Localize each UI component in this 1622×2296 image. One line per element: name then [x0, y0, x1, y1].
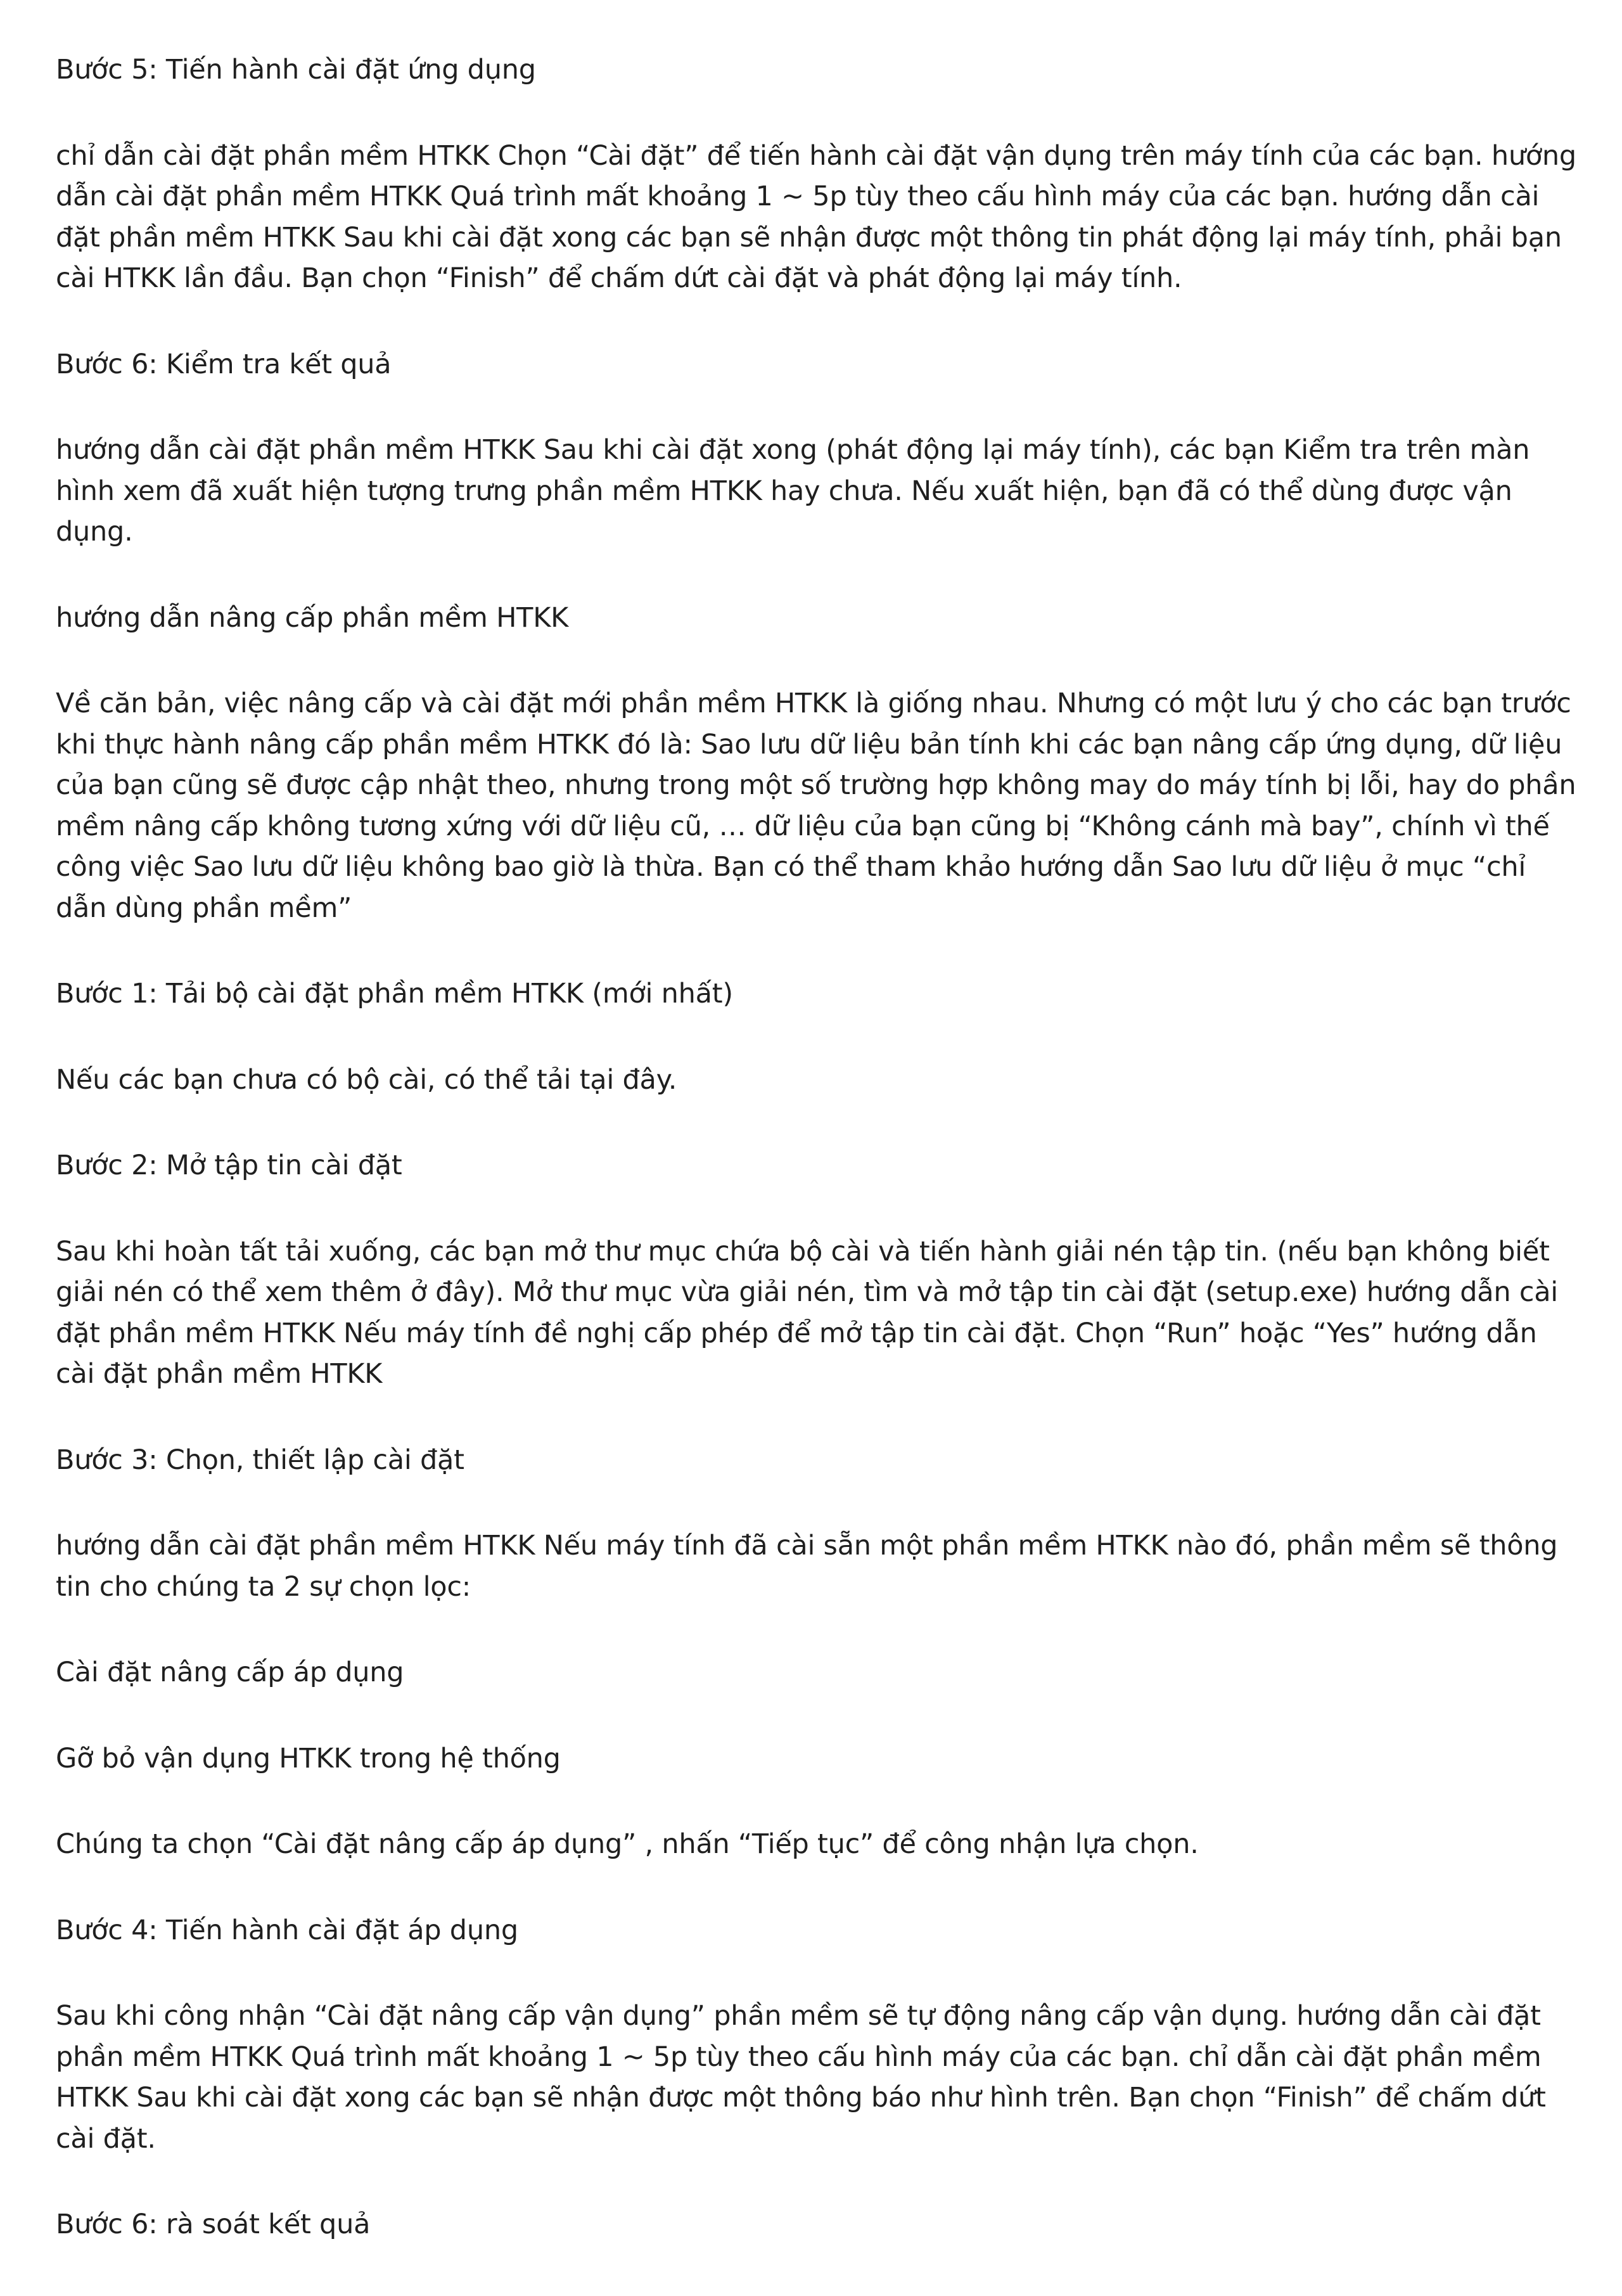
upgrade-step-1-heading: Bước 1: Tải bộ cài đặt phần mềm HTKK (mới nhất) — [56, 978, 733, 1010]
document-body — [56, 49, 1576, 2290]
upgrade-intro-paragraph: Về căn bản, việc nâng cấp và cài đặt mới phần mềm HTKK là giống nhau. Nhưng có một lưu ý cho các bạn trước khi thực hành nâng cấp phần mềm HTKK đó là: Sao lưu dữ liệu bản tính khi các bạn nâng cấp ứng dụng, dữ liệu của bạn cũng sẽ được cập nhật theo, nhưng trong một số trường hợp không may do máy tính bị lỗi, hay do phần mềm nâng cấp không tương xứng với dữ liệu cũ, … dữ liệu của bạn cũng bị “Không cánh mà bay”, chính vì thế công việc Sao lưu dữ liệu không bao giờ là thừa. Bạn có thể tham khảo hướng dẫn Sao lưu dữ liệu ở mục “chỉ dẫn dùng phần mềm” — [56, 688, 1576, 924]
upgrade-guide-heading: hướng dẫn nâng cấp phần mềm HTKK — [56, 601, 569, 634]
option-upgrade-install: Cài đặt nâng cấp áp dụng — [56, 1657, 404, 1688]
upgrade-step-4-paragraph: Sau khi công nhận “Cài đặt nâng cấp vận dụng” phần mềm sẽ tự động nâng cấp vận dụng. hướng dẫn cài đặt phần mềm HTKK Quá trình mất khoảng 1 ~ 5p tùy theo cấu hình máy của các bạn. chỉ dẫn cài đặt phần mềm HTKK Sau khi cài đặt xong các bạn sẽ nhận được một thông báo như hình trên. Bạn chọn “Finish” để chấm dứt cài đặt. — [56, 2000, 1546, 2155]
step-5-heading: Bước 5: Tiến hành cài đặt ứng dụng — [56, 54, 536, 86]
upgrade-step-2-heading: Bước 2: Mở tập tin cài đặt — [56, 1150, 402, 1181]
upgrade-step-3-choice-paragraph: Chúng ta chọn “Cài đặt nâng cấp áp dụng” , nhấn “Tiếp tục” để công nhận lựa chọn. — [56, 1828, 1199, 1860]
option-uninstall: Gỡ bỏ vận dụng HTKK trong hệ thống — [56, 1742, 561, 1774]
step-6-heading: Bước 6: Kiểm tra kết quả — [56, 348, 392, 380]
upgrade-step-3-heading: Bước 3: Chọn, thiết lập cài đặt — [56, 1444, 464, 1476]
upgrade-step-4-heading: Bước 4: Tiến hành cài đặt áp dụng — [56, 1914, 518, 1946]
upgrade-step-6-heading: Bước 6: rà soát kết quả — [56, 2209, 371, 2240]
upgrade-step-3-paragraph: hướng dẫn cài đặt phần mềm HTKK Nếu máy tính đã cài sẵn một phần mềm HTKK nào đó, phần mềm sẽ thông tin cho chúng ta 2 sự chọn lọc: — [56, 1530, 1558, 1603]
step-6-paragraph: hướng dẫn cài đặt phần mềm HTKK Sau khi cài đặt xong (phát động lại máy tính), các bạn Kiểm tra trên màn hình xem đã xuất hiện tượng trưng phần mềm HTKK hay chưa. Nếu xuất hiện, bạn đã có thể dùng được vận dụng. — [56, 434, 1530, 548]
upgrade-step-1-paragraph: Nếu các bạn chưa có bộ cài, có thể tải tại đây. — [56, 1063, 677, 1096]
upgrade-step-2-paragraph: Sau khi hoàn tất tải xuống, các bạn mở thư mục chứa bộ cài và tiến hành giải nén tập tin. (nếu bạn không biết giải nén có thể xem thêm ở đây). Mở thư mục vừa giải nén, tìm và mở tập tin cài đặt (setup.exe) hướng dẫn cài đặt phần mềm HTKK Nếu máy tính đề nghị cấp phép để mở tập tin cài đặt. Chọn “Run” hoặc “Yes” hướng dẫn cài đặt phần mềm HTKK — [56, 1235, 1559, 1390]
step-5-paragraph: chỉ dẫn cài đặt phần mềm HTKK Chọn “Cài đặt” để tiến hành cài đặt vận dụng trên máy tính của các bạn. hướng dẫn cài đặt phần mềm HTKK Quá trình mất khoảng 1 ~ 5p tùy theo cấu hình máy của các bạn. hướng dẫn cài đặt phần mềm HTKK Sau khi cài đặt xong các bạn sẽ nhận được một thông tin phát động lại máy tính, phải bạn cài HTKK lần đầu. Bạn chọn “Finish” để chấm dứt cài đặt và phát động lại máy tính. — [56, 139, 1576, 294]
